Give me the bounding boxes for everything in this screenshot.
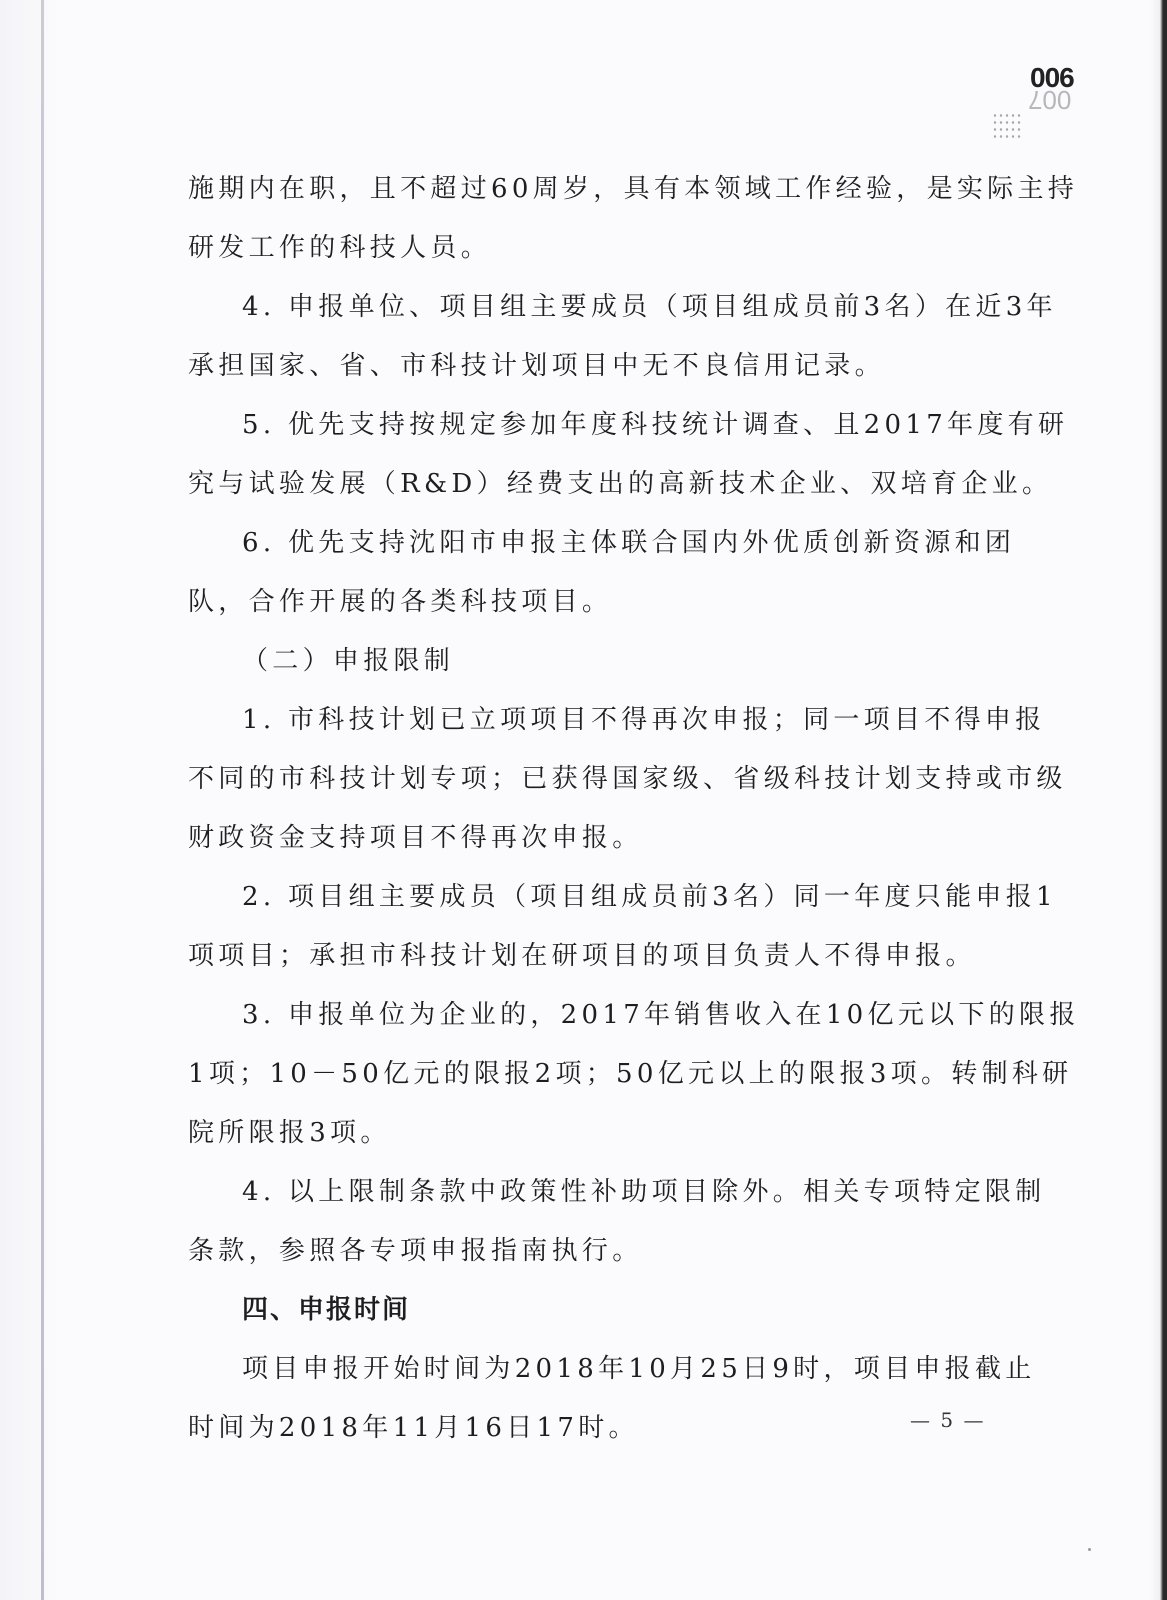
page-stamp-number: 006 [1030, 62, 1074, 93]
text-line: 队，合作开展的各类科技项目。 [188, 587, 613, 617]
text-line: 承担国家、省、市科技计划项目中无不良信用记录。 [188, 351, 885, 381]
text-line: 项目申报开始时间为2018年10月25日9时，项目申报截止 [242, 1354, 1036, 1384]
text-line: 项项目；承担市科技计划在研项目的项目负责人不得申报。 [188, 941, 976, 971]
text-line: 施期内在职，且不超过60周岁，具有本领域工作经验，是实际主持 [188, 174, 1079, 204]
binding-spine [41, 0, 44, 1600]
text-line: 条款，参照各专项申报指南执行。 [188, 1236, 643, 1266]
section-subheading: （二）申报限制 [242, 646, 455, 676]
scan-dot [1088, 1548, 1091, 1551]
text-line: 4. 以上限制条款中政策性补助项目除外。相关专项特定限制 [242, 1177, 1046, 1207]
text-line: 院所限报3项。 [188, 1118, 391, 1148]
text-line: 时间为2018年11月16日17时。 [188, 1413, 639, 1443]
bleed-through-stamp: 007 [1028, 85, 1072, 115]
scan-speckle [992, 112, 1022, 140]
text-line: 1项；10－50亿元的限报2项；50亿元以上的限报3项。转制科研 [188, 1059, 1073, 1089]
text-line: 6. 优先支持沈阳市申报主体联合国内外优质创新资源和团 [242, 528, 1016, 558]
text-line: 不同的市科技计划专项；已获得国家级、省级科技计划支持或市级 [188, 764, 1067, 794]
text-line: 3. 申报单位为企业的，2017年销售收入在10亿元以下的限报 [242, 1000, 1080, 1030]
text-line: 1. 市科技计划已立项项目不得再次申报；同一项目不得申报 [242, 705, 1046, 735]
section-heading: 四、申报时间 [242, 1295, 411, 1325]
text-line: 研发工作的科技人员。 [188, 233, 492, 263]
text-line: 2. 项目组主要成员（项目组成员前3名）同一年度只能申报1 [242, 882, 1057, 912]
page-number: — 5 — [910, 1408, 986, 1432]
text-line: 财政资金支持项目不得再次申报。 [188, 823, 643, 853]
text-line: 4. 申报单位、项目组主要成员（项目组成员前3名）在近3年 [242, 292, 1057, 322]
text-line: 5. 优先支持按规定参加年度科技统计调查、且2017年度有研 [242, 410, 1069, 440]
document-body [188, 160, 1080, 1458]
text-line: 究与试验发展（R&D）经费支出的高新技术企业、双培育企业。 [188, 469, 1053, 499]
